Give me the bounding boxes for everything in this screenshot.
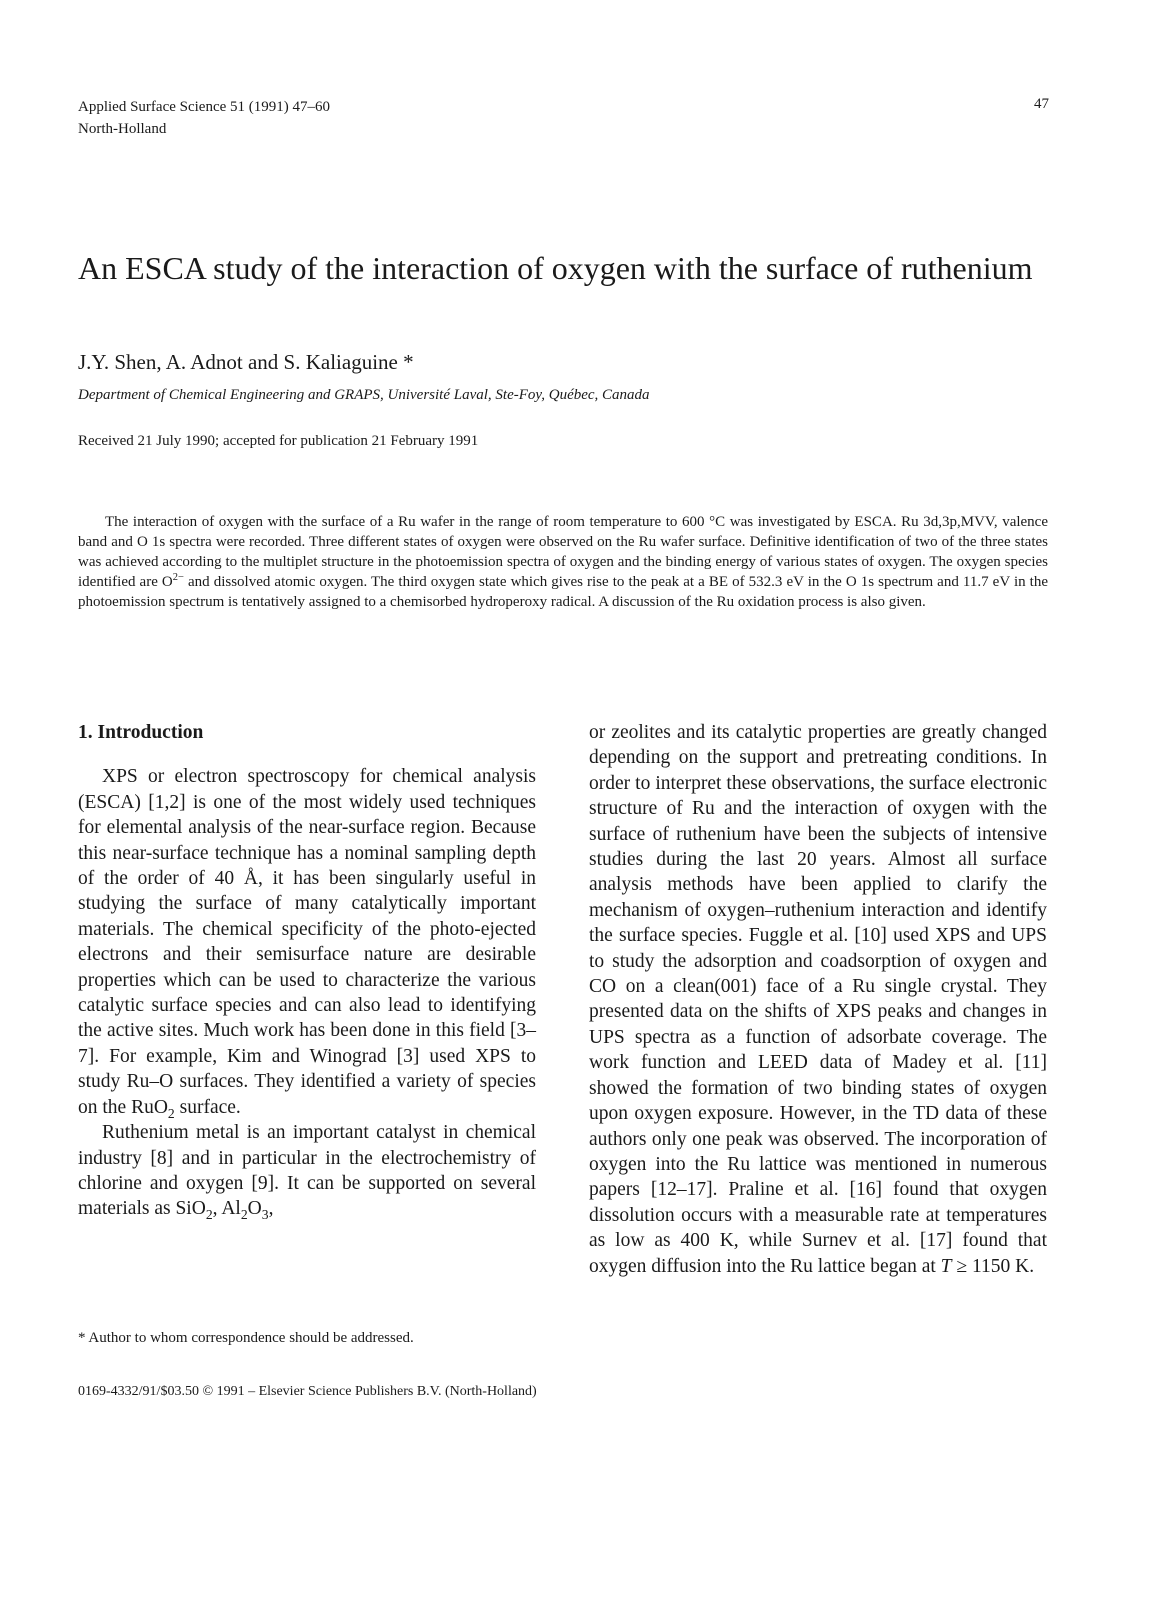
page-number: 47 (1034, 96, 1049, 112)
received-dates: Received 21 July 1990; accepted for publication 21 February 1991 (78, 433, 479, 449)
journal-header (78, 96, 330, 140)
footnote: * Author to whom correspondence should be addressed. (78, 1330, 414, 1346)
abstract (78, 512, 1048, 612)
right-column-text: or zeolites and its catalytic properties are greatly changed depending on the support and pretreating conditions. In order to interpret these observations, the surface electronic structure of Ru and the interaction of oxygen with the surface of ruthenium have been the subjects of intensive studies during the last 20 years. Almost all surface analysis methods have been applied to clarify the mechanism of oxygen–ruthenium interaction and identify the surface species. Fuggle et al. [10] used XPS and UPS to study the adsorption and coadsorption of oxygen and CO on a clean(001) face of a Ru single crystal. They presented data on the shifts of XPS peaks and changes in UPS spectra as a function of adsorbate coverage. The work function and LEED data of Madey et al. [11] showed the formation of two binding states of oxygen upon oxygen exposure. However, in the TD data of these authors only one peak was observed. The incorporation of oxygen into the Ru lattice was mentioned in numerous papers [12–17]. Praline et al. [16] found that oxygen dissolution occurs with a measurable rate at temperatures as low as 400 K, while Surnev et al. [17] found that oxygen diffusion into the Ru lattice began at (589, 722, 1047, 1277)
section-heading: 1. Introduction (78, 722, 204, 743)
intro-p2-text-3: O (247, 1198, 262, 1220)
intro-p2-text-4: , (268, 1198, 274, 1220)
intro-p1-text: XPS or electron spectroscopy for chemical analysis (ESCA) [1,2] is one of the most widely used techniques for elemental analysis of the near-surface region. Because this near-surface technique has a nominal sampling depth of the order of 40 Å, it has been singularly useful in studying the surface of many catalytically important materials. The chemical specificity of the photo-ejected electrons and their semisurface nature are desirable properties which can be used to characterize the various catalytic surface species and can also lead to identifying the active sites. Much work has been done in this field [3–7]. For example, Kim and Winograd [3] used XPS to study Ru–O surfaces. They identified a variety of species on the RuO (78, 766, 536, 1118)
intro-p2-text-2: , Al (212, 1198, 241, 1220)
intro-p1-subscript: 2 (167, 1105, 175, 1121)
copyright-line: 0169-4332/91/$03.50 © 1991 – Elsevier Science Publishers B.V. (North-Holland) (78, 1384, 537, 1399)
article-title: An ESCA study of the interaction of oxygen with the surface of ruthenium (78, 250, 1033, 286)
intro-p1-text-end: surface. (174, 1096, 241, 1118)
publisher-name: North-Holland (78, 121, 167, 137)
left-column (78, 720, 536, 1222)
intro-paragraph-continued (589, 720, 1047, 1279)
abstract-text-1: The interaction of oxygen with the surface of a Ru wafer in the range of room temperature to 600 °C was investigated by ESCA. Ru 3d,3p,MVV, valence band and O 1s spectra were recorded. Three different states of oxygen were observed on the Ru wafer surface. Definitive identification of two of the three states was achieved according to the multiplet structure in the photoemission spectra of oxygen and the binding energy of various states of oxygen. The oxygen species identified are O (78, 514, 1048, 590)
intro-p2-subscript-2: 2 (240, 1207, 248, 1223)
intro-paragraph-1 (78, 764, 536, 1120)
journal-citation: Applied Surface Science 51 (1991) 47–60 (78, 99, 331, 115)
abstract-superscript: 2− (172, 572, 184, 583)
article-authors: J.Y. Shen, A. Adnot and S. Kaliaguine * (78, 350, 414, 374)
intro-p2-subscript-1: 2 (205, 1207, 213, 1223)
abstract-text-2: and dissolved atomic oxygen. The third oxygen state which gives rise to the peak at a BE of 532.3 eV in the O 1s spectrum and 11.7 eV in the photoemission spectrum is tentatively assigned to a chemisorbed hydroperoxy radical. A discussion of the Ru oxidation process is also given. (78, 574, 1048, 610)
right-column (589, 720, 1047, 1279)
temperature-symbol: T (940, 1255, 952, 1277)
intro-paragraph-2 (78, 1120, 536, 1222)
intro-p2-text: Ruthenium metal is an important catalyst in chemical industry [8] and in particular in the electrochemistry of chlorine and oxygen [9]. It can be supported on several materials as SiO (78, 1122, 536, 1220)
author-affiliation: Department of Chemical Engineering and GRAPS, Université Laval, Ste-Foy, Québec, Canada (78, 387, 650, 403)
right-column-text-end: ≥ 1150 K. (951, 1255, 1035, 1277)
intro-p2-subscript-3: 3 (261, 1207, 269, 1223)
